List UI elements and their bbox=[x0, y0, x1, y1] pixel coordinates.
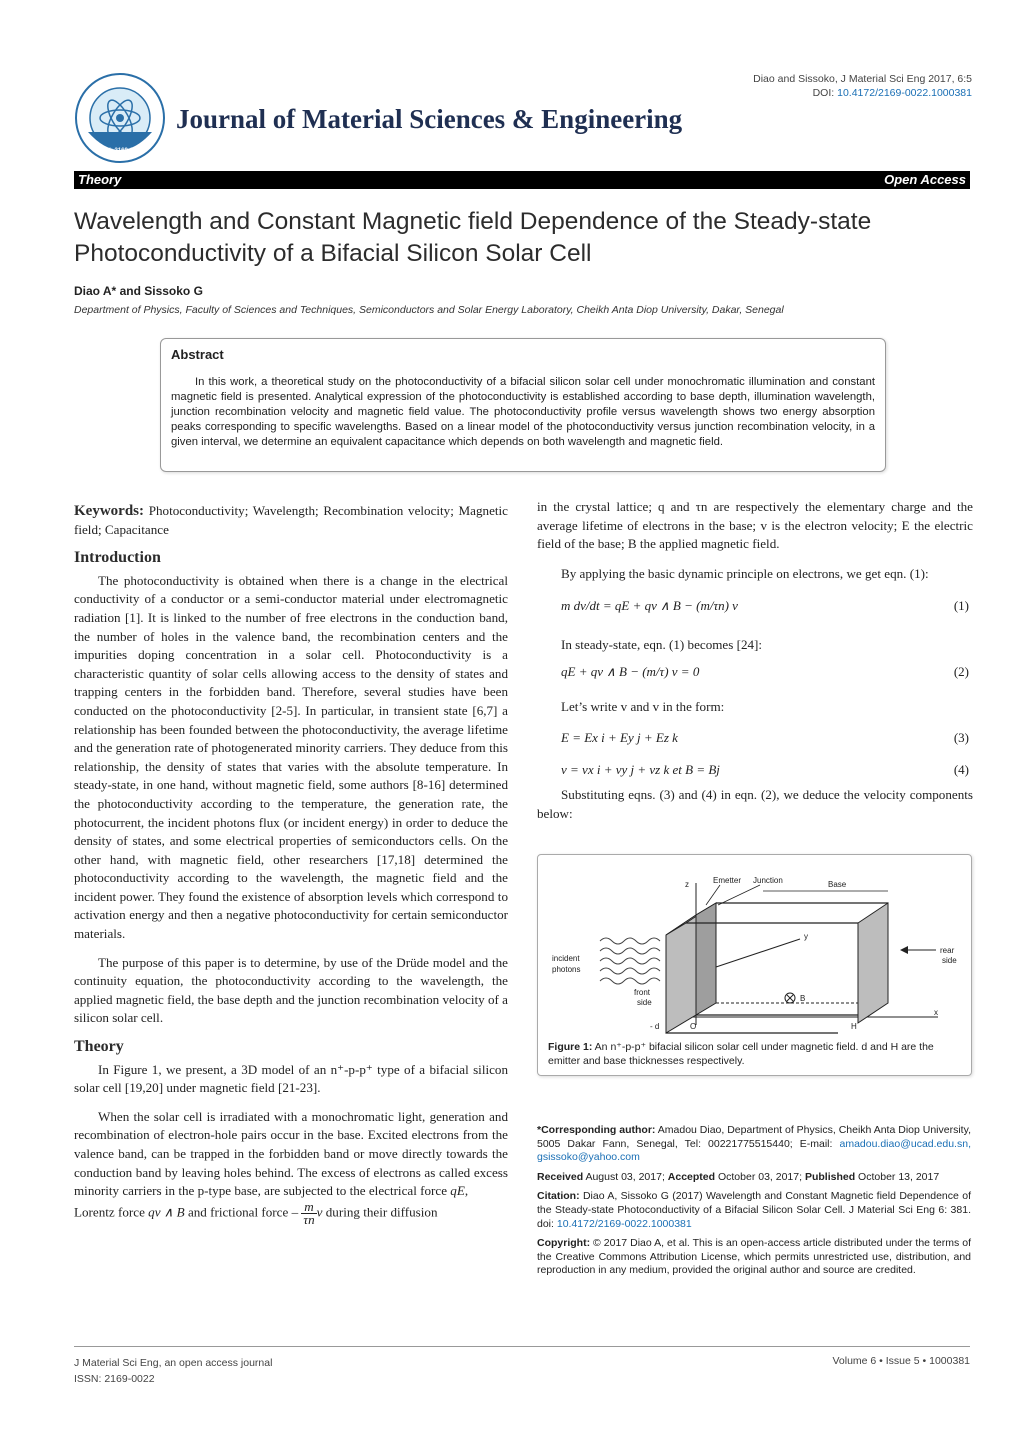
emitter-label: Emetter bbox=[713, 876, 742, 885]
minus-d-label: - d bbox=[650, 1022, 660, 1031]
theory-heading: Theory bbox=[74, 1038, 124, 1056]
authors: Diao A* and Sissoko G bbox=[74, 284, 203, 298]
equation-4: v = vx i + vy j + vz k et B = Bj (4) bbox=[561, 762, 969, 777]
logo-issn: ISSN: 2169-0022 bbox=[96, 148, 144, 154]
left-column bbox=[74, 502, 508, 1226]
article-type-bar bbox=[74, 171, 970, 189]
intro-paragraph-2: The purpose of this paper is to determine, by use of the Drüde model and the continuity equation, the photoconductivity according to the wavelength, the applied magnetic field, the base depth and the junction recombination velocity of a silicon solar cell. bbox=[74, 954, 508, 1026]
force-qE: qE bbox=[450, 1183, 465, 1199]
figure-1 bbox=[537, 854, 972, 1076]
author-emails[interactable]: amadou.diao@ucad.edu.sn, gsissoko@yahoo.com bbox=[537, 1137, 971, 1164]
citation: Citation: Diao A, Sissoko G (2017) Wavelength and Constant Magnetic field Dependence of the Steady-state Photoconductivity of a Bifacial Silicon Solar Cell. J Material Sci Eng 6: 381. doi: 10.4172/2169-0022.1000381 bbox=[537, 1190, 971, 1230]
footer-volume: Volume 6 • Issue 5 • 1000381 bbox=[832, 1355, 970, 1367]
right-text-5: Substituting eqns. (3) and (4) in eqn. (2), we deduce the velocity components below: bbox=[537, 787, 973, 821]
solar-cell-diagram bbox=[538, 855, 971, 1035]
h-label: H bbox=[851, 1022, 857, 1031]
origin-label: O bbox=[690, 1022, 697, 1031]
figure-caption: Figure 1: An n⁺-p-p⁺ bifacial silicon solar cell under magnetic field. d and H are the emitter and base thicknesses respectively. bbox=[548, 1041, 934, 1067]
theory-paragraph-2: When the solar cell is irradiated with a monochromatic light, generation and recombination of electron-hole pairs occur in the base. Excited electrons from the valence band, can be trapped in the forbidden band or move directly towards the conduction band by leaving holes behind. The excess of electrons as called excess minority carriers in the p-type base, are subjected to the electrical force qE, bbox=[74, 1108, 508, 1199]
rear-label: rear bbox=[940, 946, 955, 955]
keywords-text: Photoconductivity; Wavelength; Recombination velocity; Magnetic field; Capacitance bbox=[74, 503, 508, 537]
footer-journal: J Material Sci Eng, an open access journal bbox=[74, 1357, 273, 1369]
doi-line: DOI: 10.4172/2169-0022.1000381 bbox=[812, 87, 972, 99]
junction-label: Junction bbox=[753, 876, 783, 885]
right-text-2: By applying the basic dynamic principle on electrons, we get eqn. (1): bbox=[561, 566, 929, 581]
journal-logo-icon bbox=[74, 72, 166, 164]
introduction-heading: Introduction bbox=[74, 549, 161, 567]
right-text-4: Let’s write v and v in the form: bbox=[561, 699, 725, 714]
photons-label: photons bbox=[552, 965, 581, 974]
doi-link[interactable]: 10.4172/2169-0022.1000381 bbox=[837, 87, 972, 99]
abstract-box bbox=[160, 338, 886, 472]
open-access-label: Open Access bbox=[884, 172, 966, 187]
copyright: Copyright: © 2017 Diao A, et al. This is an open-access article distributed under the terms of the Creative Commons Attribution License, which permits unrestricted use, distribution, and reproduction in any medium, provided the original author and source are credited. bbox=[537, 1237, 971, 1277]
article-type: Theory bbox=[78, 172, 122, 187]
journal-title: Journal of Material Sciences & Engineering bbox=[176, 104, 683, 134]
right-text-1: in the crystal lattice; q and τn are respectively the elementary charge and the average lifetime of electrons in the base; v is the electron velocity; E the electric field of the base; B the applied magnetic field. bbox=[537, 499, 973, 552]
affiliation: Department of Physics, Faculty of Sciences and Techniques, Semiconductors and Solar Energy Laboratory, Cheikh Anta Diop University, Dakar, Senegal bbox=[74, 304, 784, 316]
corresponding-author: *Corresponding author: Amadou Diao, Department of Physics, Cheikh Anta Diop University, 5005 Dakar Fann, Senegal, Tel: 00221775515440; E-mail: amadou.diao@ucad.edu.sn, gsissoko@yahoo.com bbox=[537, 1124, 971, 1164]
article-title: Wavelength and Constant Magnetic field Dependence of the Steady-state Photoconductivity of a Bifacial Silicon Solar Cell bbox=[74, 208, 872, 267]
footer-issn: ISSN: 2169-0022 bbox=[74, 1373, 155, 1385]
footer-divider bbox=[74, 1346, 970, 1347]
dates: Received August 03, 2017; Accepted October 03, 2017; Published October 13, 2017 bbox=[537, 1170, 940, 1183]
header-citation bbox=[753, 72, 972, 100]
citation-short: Diao and Sissoko, J Material Sci Eng 2017, 6:5 bbox=[753, 73, 972, 85]
theory-paragraph-1: In Figure 1, we present, a 3D model of an n⁺-p-p⁺ type of a bifacial silicon solar cell [19,20] under magnetic field [21-23]. bbox=[74, 1061, 508, 1096]
frac-m-tau: $\frac{m}{\tau n}$ bbox=[303, 1198, 315, 1227]
rear-side-label: side bbox=[942, 956, 957, 965]
equation-3: E = Ex i + Ey j + Ez k (3) bbox=[561, 730, 969, 745]
corresponding-info bbox=[537, 1124, 971, 1284]
base-label: Base bbox=[828, 880, 847, 889]
equation-2: qE + qv ∧ B − (m/τ) v = 0 (2) bbox=[561, 664, 969, 679]
front-side-label: side bbox=[637, 998, 652, 1007]
rear-face bbox=[858, 903, 888, 1023]
lorentz-expr: qv ∧ B bbox=[148, 1204, 185, 1220]
theory-paragraph-3: Lorentz force qv ∧ B and frictional force – $\frac{m}{\tau n}$ v during their diffusion bbox=[74, 1198, 438, 1227]
footer-left bbox=[74, 1355, 272, 1387]
citation-doi-link[interactable]: 10.4172/2169-0022.1000381 bbox=[556, 1217, 692, 1230]
y-axis bbox=[716, 939, 800, 967]
keywords-label: Keywords: bbox=[74, 503, 144, 519]
keywords bbox=[74, 502, 508, 539]
y-label: y bbox=[804, 932, 808, 941]
x-label: x bbox=[934, 1008, 938, 1017]
front-label: front bbox=[634, 988, 651, 997]
equation-1: m dv/dt = qE + qv ∧ B − (m/τn) v (1) bbox=[561, 598, 969, 613]
z-label: z bbox=[685, 880, 689, 889]
b-label: B bbox=[800, 994, 806, 1003]
intro-paragraph-1: The photoconductivity is obtained when there is a change in the electrical conductivity of a conductor or a semi-conductor material under electromagnetic radiation [1]. It is linked to the number of free electrons in the conduction band, the number of holes in the valence band, the recombination centers and the impurities doping concentration in a solar cell. Photoconductivity is a characteristic quantity of solar cells allowing access to the density of states and trapping centers in the forbidden band. Therefore, several studies have been conducted on the photoconductivity [2-5]. In particular, in transient state [6,7] a relationship has been founded between the photoconductivity, the average lifetime and the generation rate of photogenerated minority carriers. They deduce from this relationship, the density of states that varies with the absolute temperature. In steady-state, in one hand, without magnetic field, some authors [8-16] determined the photoconductivity according to the temperature, the generation rate, the photocurrent, the incident photons flux (or incident energy) in order to deduce the density of states, and some electrical properties of semiconductors cells. On the other hand, with magnetic field, other researchers [17,18] determined the photoconductivity according to the wavelength, the magnetic field and the incident power. They found the existence of absorption levels which correspond to activation energy and then a negative photoconductivity for certain semiconductor materials. bbox=[74, 572, 508, 942]
incident-photons-icon bbox=[600, 938, 660, 984]
right-text-3: In steady-state, eqn. (1) becomes [24]: bbox=[561, 637, 763, 652]
abstract-text: In this work, a theoretical study on the photoconductivity of a bifacial silicon solar cell under monochromatic illumination and constant magnetic field is presented. Analytical expression of the photoconductivity is established according to base depth, illumination wavelength, junction recombination velocity and magnetic field value. The photoconductivity profile versus wavelength shows two energy absorption peaks corresponding to specific wavelengths. Based on a linear model of the photoconductivity versus junction recombination velocity, in a given interval, we determine an equivalent capacitance which depends on both wavelength and magnetic field. bbox=[171, 376, 875, 448]
incident-label: incident bbox=[552, 954, 580, 963]
abstract-heading: Abstract bbox=[171, 347, 224, 362]
